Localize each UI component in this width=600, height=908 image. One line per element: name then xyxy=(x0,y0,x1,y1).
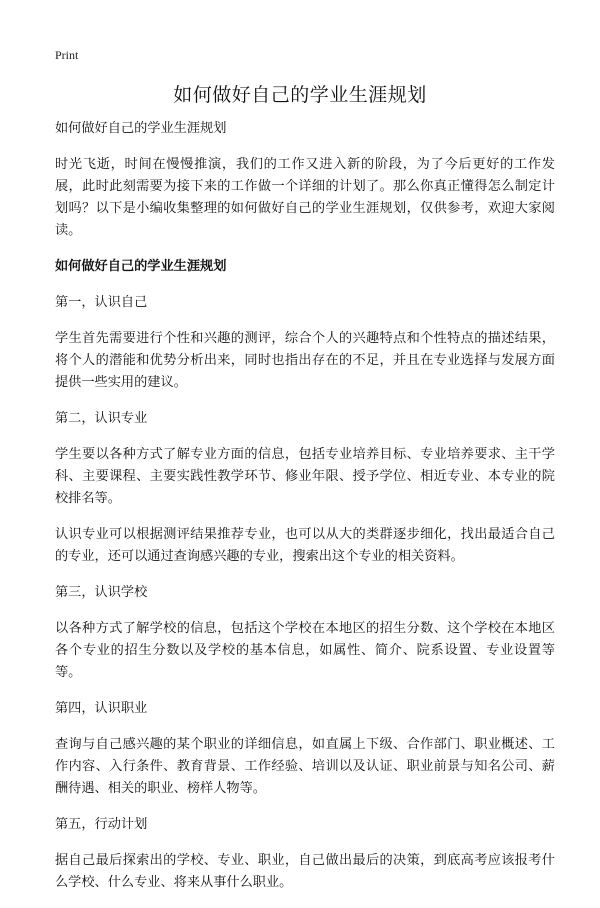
document-subtitle: 如何做好自己的学业生涯规划 xyxy=(55,121,227,136)
step-heading: 第三，认识学校 xyxy=(55,585,148,600)
intro-paragraph: 时光飞逝，时间在慢慢推演，我们的工作又进入新的阶段，为了今后更好的工作发展，此时此刻需要为接下来的工作做一个详细的计划了。那么你真正懂得怎么制定计划吗？以下是小编收集整理的如何做好自己的学业生涯规划，仅供参考，欢迎大家阅读。 xyxy=(55,157,555,238)
page-title: 如何做好自己的学业生涯规划 xyxy=(173,84,427,106)
step-heading: 第五，行动计划 xyxy=(55,817,148,832)
step-paragraph: 学生首先需要进行个性和兴趣的测评，综合个人的兴趣特点和个性特点的描述结果，将个人的潜能和优势分析出来，同时也指出存在的不足，并且在专业选择与发展方面提供一些实用的建议。 xyxy=(55,331,555,390)
step-paragraph: 据自己最后探索出的学校、专业、职业，自己做出最后的决策，到底高考应该报考什么学校、什么专业、将来从事什么职业。 xyxy=(55,853,555,890)
print-link[interactable]: Print xyxy=(55,48,79,62)
step-paragraph: 学生要以各种方式了解专业方面的信息，包括专业培养目标、专业培养要求、主干学科、主要课程、主要实践性教学环节、修业年限、授予学位、相近专业、本专业的院校排名等。 xyxy=(55,447,555,506)
step-paragraph: 以各种方式了解学校的信息，包括这个学校在本地区的招生分数、这个学校在本地区各个专业的招生分数以及学校的基本信息，如属性、简介、院系设置、专业设置等等。 xyxy=(55,621,555,680)
step-paragraph: 认识专业可以根据测评结果推荐专业，也可以从大的类群逐步细化，找出最适合自己的专业，还可以通过查询感兴趣的专业，搜索出这个专业的相关资料。 xyxy=(55,527,555,564)
section-heading: 如何做好自己的学业生涯规划 xyxy=(55,259,227,274)
step-heading: 第二，认识专业 xyxy=(55,411,148,426)
step-heading: 第四，认识职业 xyxy=(55,701,148,716)
step-paragraph: 查询与自己感兴趣的某个职业的详细信息，如直属上下级、合作部门、职业概述、工作内容、入行条件、教育背景、工作经验、培训以及认证、职业前景与知名公司、薪酬待遇、相关的职业、榜样人物等。 xyxy=(55,737,555,796)
step-heading: 第一，认识自己 xyxy=(55,295,148,310)
document-body xyxy=(55,118,555,908)
